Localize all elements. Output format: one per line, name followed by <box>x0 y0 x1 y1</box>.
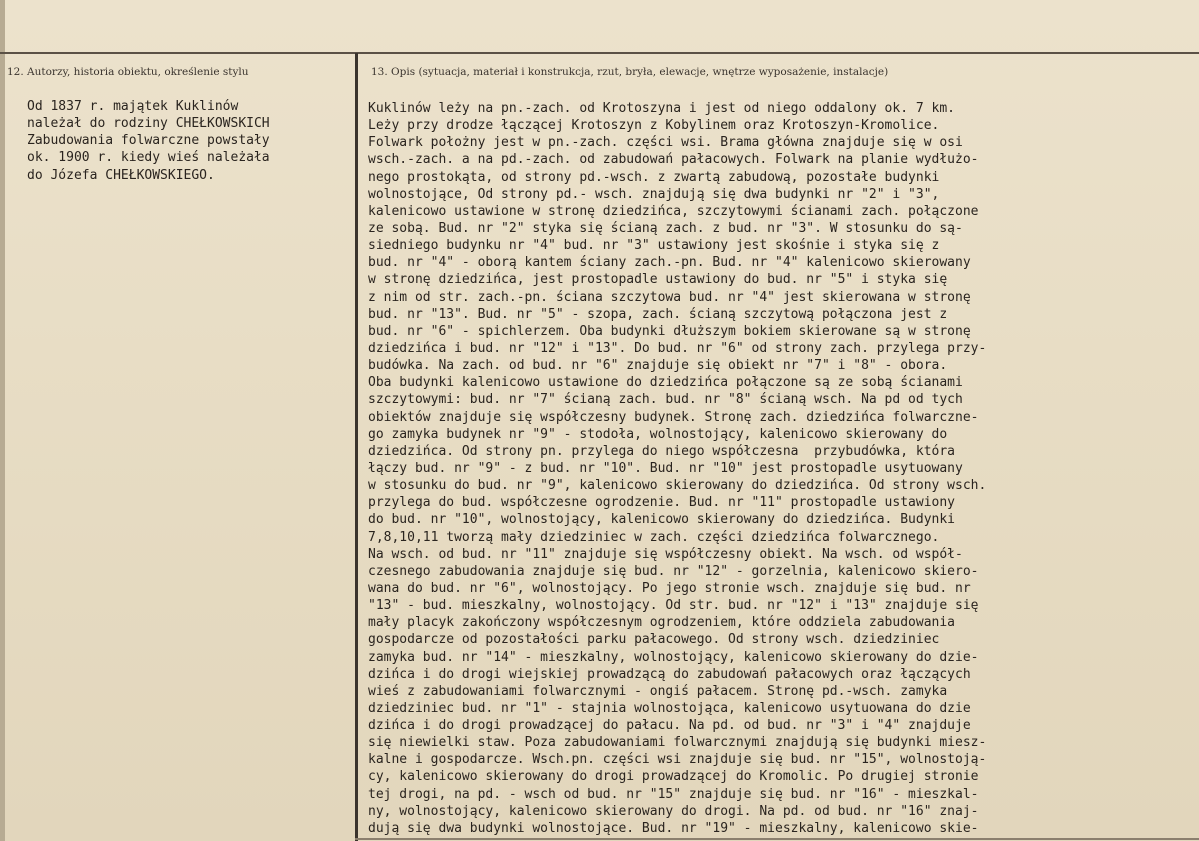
description-text-line: budówka. Na zach. od bud. nr "6" znajduje się obiekt nr "7" i "8" - obora. <box>368 358 948 374</box>
description-text-line: ny, wolnostojący, kalenicowo skierowany do drogi. Na pd. od bud. nr "16" znaj- <box>368 803 979 819</box>
description-text-line: wsch.-zach. a na pd.-zach. od zabudowań pałacowych. Folwark na planie wydłużo- <box>368 152 979 168</box>
description-text-line: 7,8,10,11 tworzą mały dziedziniec w zach. części dziedzińca folwarcznego. <box>368 529 940 545</box>
description-text-line: czesnego zabudowania znajduje się bud. nr "12" - gorzelnia, kalenicowo skiero- <box>368 563 979 579</box>
description-text-line: wieś z zabudowaniami folwarcznymi - ongiś pałacem. Stronę pd.-wsch. zamyka <box>368 683 948 699</box>
description-text-line: z nim od str. zach.-pn. ściana szczytowa bud. nr "4" jest skierowana w stronę <box>368 289 971 305</box>
description-text-line: zamyka bud. nr "14" - mieszkalny, wolnostojący, kalenicowo skierowany do dzie- <box>368 649 979 665</box>
description-text-line: Na wsch. od bud. nr "11" znajduje się współczesny obiekt. Na wsch. od współ- <box>368 546 963 562</box>
description-text-line: łączy bud. nr "9" - z bud. nr "10". Bud. nr "10" jest prostopadle usytuowany <box>368 460 963 476</box>
description-text-line: Folwark położny jest w pn.-zach. części wsi. Brama główna znajduje się w osi <box>368 135 963 151</box>
history-text-line: Zabudowania folwarczne powstały <box>27 133 270 149</box>
description-text-line: się niewielki staw. Poza zabudowaniami folwarcznymi znajdują się budynki miesz- <box>368 735 987 751</box>
description-text-line: tej drogi, na pd. - wsch od bud. nr "15" znajduje się bud. nr "16" - mieszkal- <box>368 786 979 802</box>
description-text-line: wana do bud. nr "6", wolnostojący. Po jego stronie wsch. znajduje się bud. nr <box>368 580 971 596</box>
description-text-line: w stronę dziedzińca, jest prostopadle ustawiony do bud. nr "5" i styka się <box>368 272 948 288</box>
description-text-line: cy, kalenicowo skierowany do drogi prowadzącej do Kromolic. Po drugiej stronie <box>368 769 979 785</box>
history-text-line: Od 1837 r. majątek Kuklinów <box>27 99 239 114</box>
description-text-line: do bud. nr "10", wolnostojący, kalenicowo skierowany do dziedzińca. Budynki <box>368 512 955 528</box>
description-text-line: bud. nr "6" - spichlerzem. Oba budynki dłuższym bokiem skierowane są w stronę <box>368 323 971 339</box>
description-text-line: ze sobą. Bud. nr "2" styka się ścianą zach. z bud. nr "3". W stosunku do są- <box>368 220 963 236</box>
description-text-line: kalne i gospodarcze. Wsch.pn. części wsi znajduje się bud. nr "15", wolnostoją- <box>368 752 987 768</box>
bottom-rule <box>355 838 1199 840</box>
description-text-line: szczytowymi: bud. nr "7" ścianą zach. bud. nr "8" ścianą wsch. Na pd od tych <box>368 392 963 408</box>
description-text-line: bud. nr "13". Bud. nr "5" - szopa, zach. ścianą szczytową połączona jest z <box>368 306 948 322</box>
header-rule <box>0 52 1199 54</box>
history-text-block <box>27 98 270 184</box>
description-text-line: dziedzińca i bud. nr "12" i "13". Do bud. nr "6" od strony zach. przylega przy- <box>368 340 987 356</box>
description-text-line: siedniego budynku nr "4" bud. nr "3" ustawiony jest skośnie i styka się z <box>368 238 940 254</box>
description-text-line: dują się dwa budynki wolnostojące. Bud. nr "19" - mieszkalny, kalenicowo skie- <box>368 820 979 836</box>
description-text-line: Leży przy drodze łączącej Krotoszyn z Kobylinem oraz Krotoszyn-Kromolice. <box>368 118 940 134</box>
description-text-line: wolnostojące, Od strony pd.- wsch. znajdują się dwa budynki nr "2" i "3", <box>368 186 940 202</box>
description-text-line: w stosunku do bud. nr "9", kalenicowo skierowany do dziedzińca. Od strony wsch. <box>368 478 987 494</box>
description-text-line: Oba budynki kalenicowo ustawione do dziedzińca połączone są ze sobą ścianami <box>368 375 963 391</box>
description-text-line: kalenicowo ustawione w stronę dziedzińca, szczytowymi ścianami zach. połączone <box>368 203 979 219</box>
description-text-line: "13" - bud. mieszkalny, wolnostojący. Od str. bud. nr "12" i "13" znajduje się <box>368 598 979 614</box>
description-text-line: go zamyka budynek nr "9" - stodoła, wolnostojący, kalenicowo skierowany do <box>368 426 948 442</box>
history-text-line: ok. 1900 r. kiedy wieś należała <box>27 150 270 166</box>
description-text-line: Kuklinów leży na pn.-zach. od Krotoszyna i jest od niego oddalony ok. 7 km. <box>368 101 955 116</box>
description-text-line: dziedziniec bud. nr "1" - stajnia wolnostojąca, kalenicowo usytuowana do dzie <box>368 700 971 716</box>
section-12-heading: 12. Autorzy, historia obiektu, określenie stylu <box>7 66 249 78</box>
description-text-line: gospodarcze od pozostałości parku pałacowego. Od strony wsch. dziedziniec <box>368 632 940 648</box>
description-text-line: dzińca i do drogi prowadzącej do pałacu. Na pd. od bud. nr "3" i "4" znajduje <box>368 718 971 734</box>
description-text-line: dziedzińca. Od strony pn. przylega do niego współczesna przybudówka, która <box>368 443 955 459</box>
history-text-line: do Józefa CHEŁKOWSKIEGO. <box>27 167 215 183</box>
description-text-line: dzińca i do drogi wiejskiej prowadzącą do zabudowań pałacowych oraz łączących <box>368 666 971 682</box>
column-divider <box>355 53 358 841</box>
description-text-line: nego prostokąta, od strony pd.-wsch. z zwartą zabudową, pozostałe budynki <box>368 169 940 185</box>
description-text-line: obiektów znajduje się współczesny budynek. Stronę zach. dziedzińca folwarczne- <box>368 409 979 425</box>
description-text-line: mały placyk zakończony współczesnym ogrodzeniem, które oddziela zabudowania <box>368 615 955 631</box>
description-text-block <box>368 100 986 837</box>
paper-edge <box>0 0 5 841</box>
description-text-line: bud. nr "4" - oborą kantem ściany zach.-pn. Bud. nr "4" kalenicowo skierowany <box>368 255 971 271</box>
history-text-line: należał do rodziny CHEŁKOWSKICH <box>27 116 270 132</box>
section-13-heading: 13. Opis (sytuacja, materiał i konstrukcja, rzut, bryła, elewacje, wnętrze wyposażenie, instalacje) <box>371 66 889 78</box>
description-text-line: przylega do bud. współczesne ogrodzenie. Bud. nr "11" prostopadle ustawiony <box>368 495 955 511</box>
